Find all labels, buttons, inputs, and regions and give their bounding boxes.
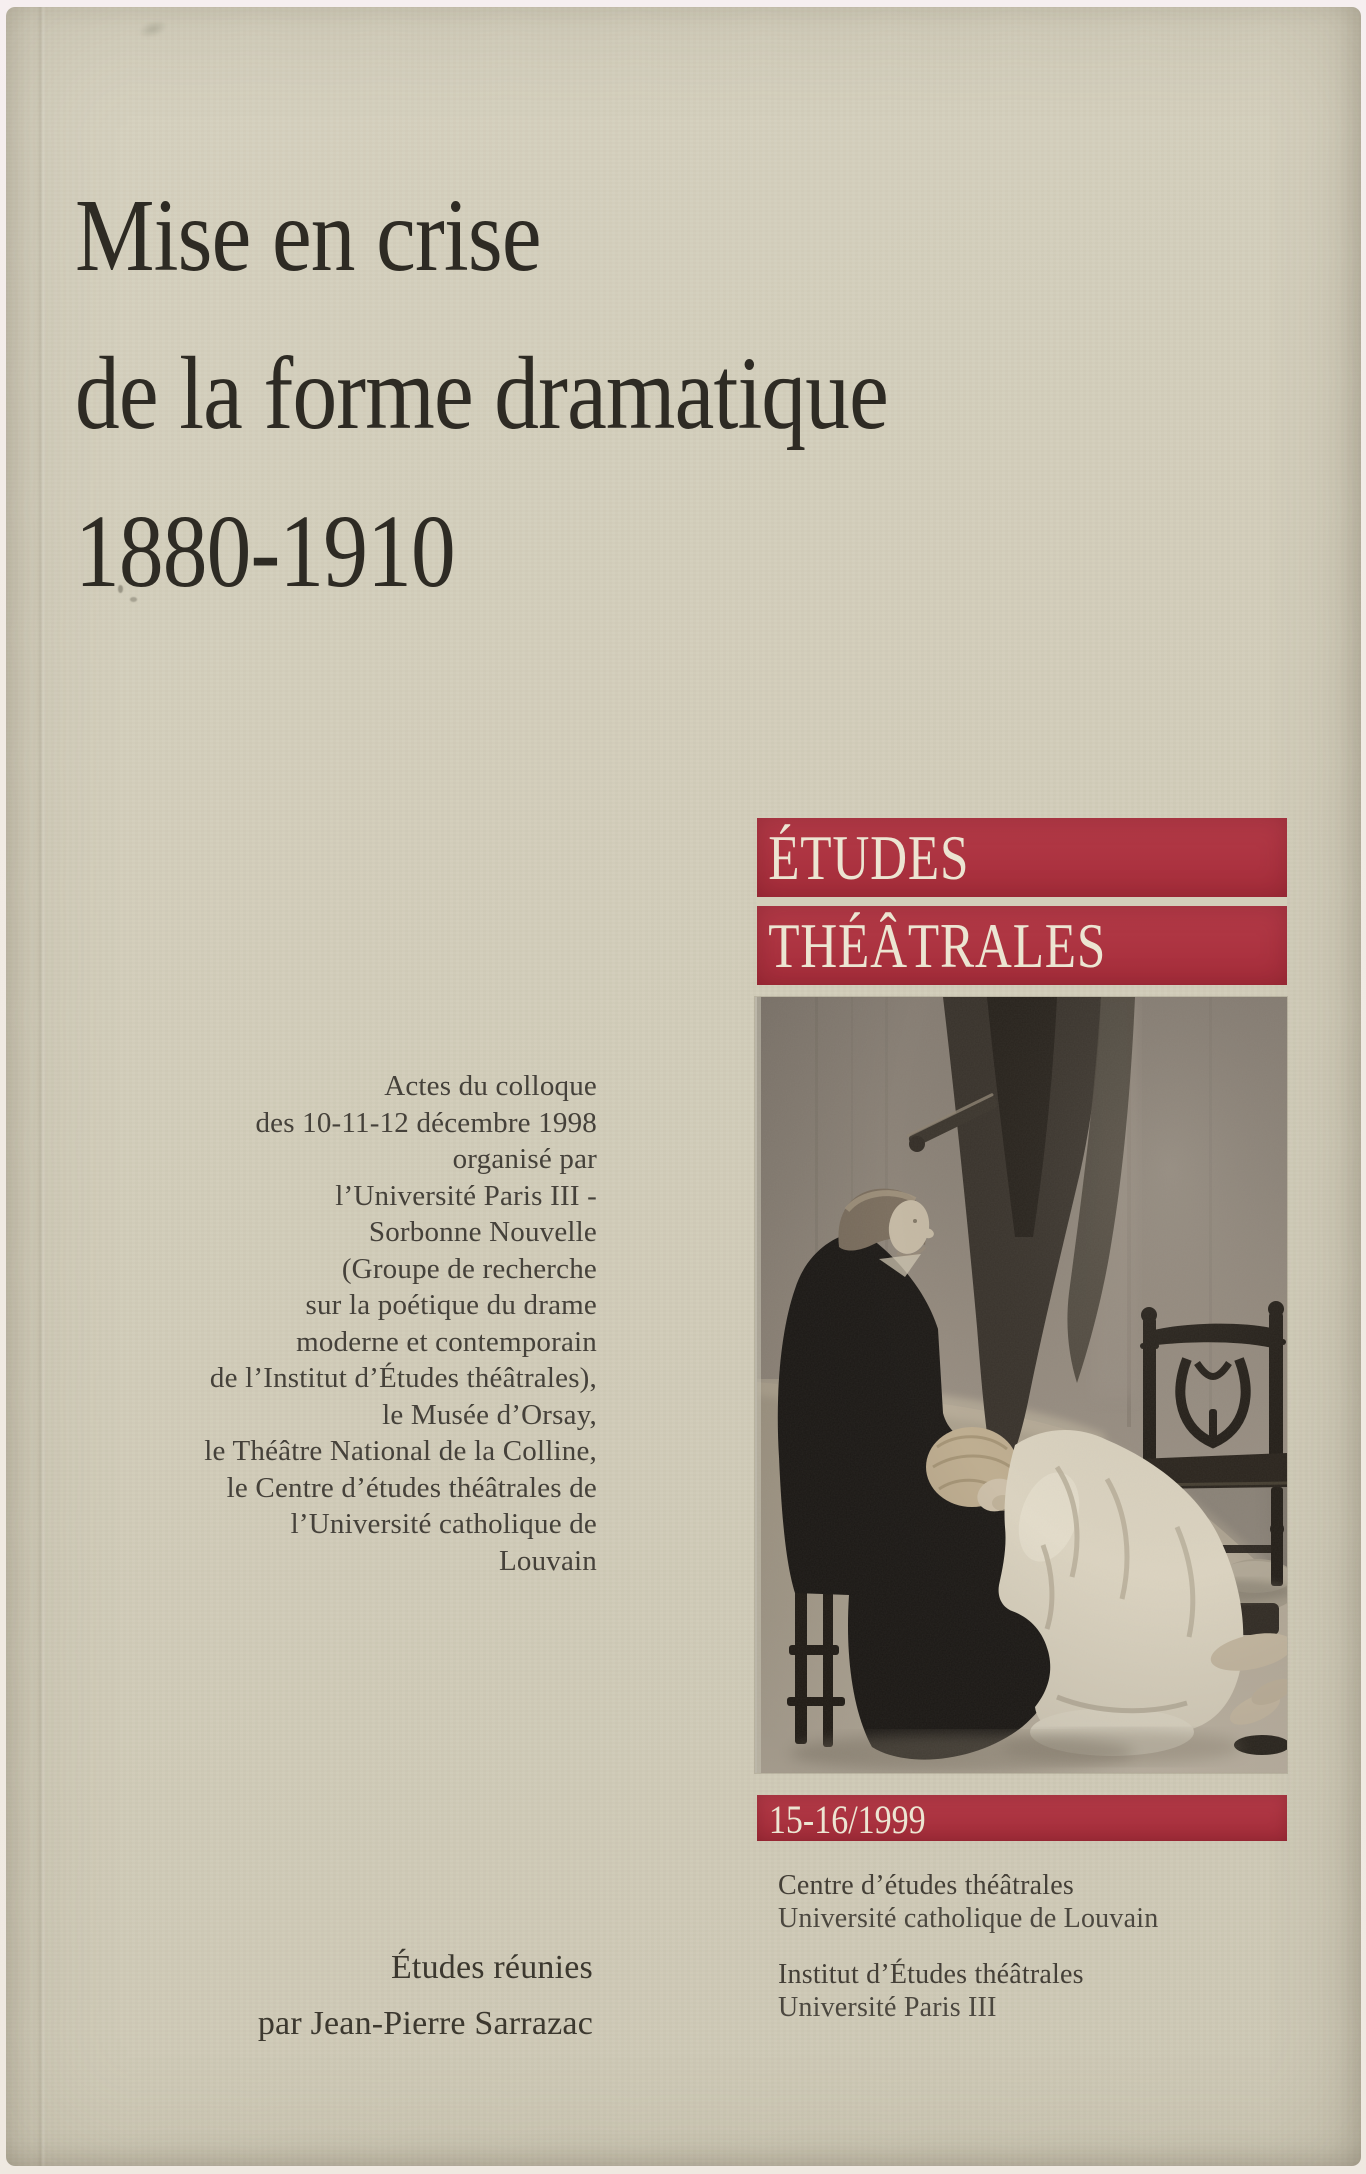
- scan-smudge: [136, 17, 169, 41]
- cover-photo: [755, 997, 1287, 1773]
- book-cover: [6, 7, 1361, 2166]
- text-line: le Musée d’Orsay,: [382, 1398, 597, 1431]
- text-line: des 10-11-12 décembre 1998: [255, 1106, 597, 1139]
- colloquium-credits: [37, 1068, 597, 1579]
- institution-affiliation: Université Paris III: [778, 1992, 997, 2023]
- series-banner-bottom-label: THÉÂTRALES: [768, 909, 1107, 981]
- institution-affiliation: Université catholique de Louvain: [778, 1903, 1159, 1934]
- issue-number: 15-16/1999: [768, 1797, 926, 1842]
- theatre-scene-illustration: [757, 997, 1287, 1773]
- series-banner-divider: [757, 897, 1287, 906]
- institution-block: [778, 1958, 1318, 2024]
- text-line: l’Université catholique de: [290, 1508, 597, 1540]
- series-banner-bottom: [757, 906, 1287, 985]
- title-line-1: Mise en crise: [75, 178, 541, 293]
- text-line: de l’Institut d’Études théâtrales),: [209, 1362, 597, 1394]
- institution-name: Institut d’Études théâtrales: [778, 1959, 1084, 1990]
- title-line-2: de la forme dramatique: [75, 336, 888, 451]
- series-banner: [757, 818, 1287, 985]
- text-line: l’Université Paris III -: [335, 1179, 597, 1212]
- institution-block: [778, 1869, 1318, 1935]
- series-banner-top: [757, 818, 1287, 897]
- editors-line-1: Études réunies: [390, 1949, 593, 1986]
- text-line: Louvain: [498, 1544, 597, 1577]
- photo-grain: [757, 997, 1287, 1773]
- text-line: Actes du colloque: [384, 1070, 597, 1102]
- text-line: organisé par: [452, 1143, 597, 1175]
- title-line-3: 1880-1910: [75, 494, 455, 609]
- publisher-institutions: [778, 1869, 1318, 2047]
- editors-credit: [73, 1940, 593, 2052]
- book-title: [75, 157, 888, 631]
- text-line: le Théâtre National de la Colline,: [204, 1435, 597, 1467]
- editors-line-2: par Jean-Pierre Sarrazac: [257, 2005, 593, 2042]
- institution-name: Centre d’études théâtrales: [778, 1870, 1074, 1901]
- text-line: Sorbonne Nouvelle: [368, 1216, 597, 1248]
- text-line: sur la poétique du drame: [305, 1289, 597, 1321]
- text-line: (Groupe de recherche: [341, 1252, 597, 1285]
- photo-edge-light: [757, 997, 761, 1773]
- issue-band: [757, 1795, 1287, 1841]
- series-banner-top-label: ÉTUDES: [768, 821, 970, 893]
- text-line: moderne et contemporain: [296, 1325, 597, 1358]
- text-line: le Centre d’études théâtrales de: [226, 1471, 597, 1504]
